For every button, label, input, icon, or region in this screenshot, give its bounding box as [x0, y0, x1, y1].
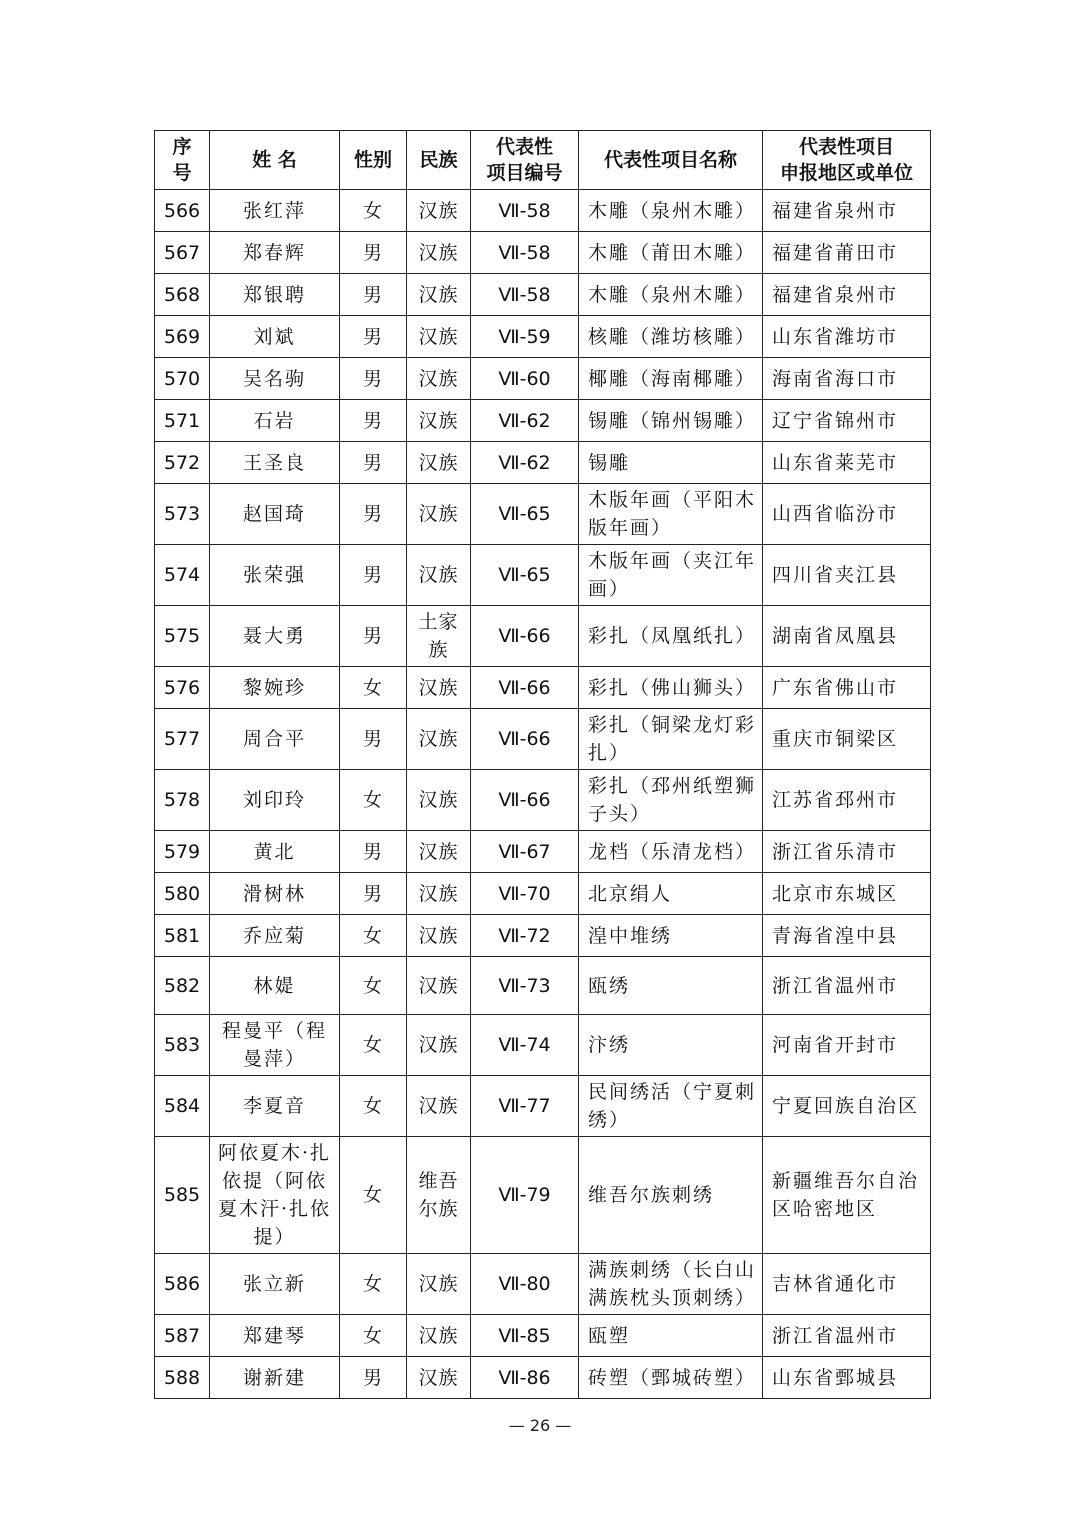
- cell-gender: 女: [340, 915, 407, 957]
- cell-gender: 女: [340, 1076, 407, 1137]
- cell-code: Ⅶ-60: [471, 358, 579, 400]
- cell-no: 570: [155, 358, 210, 400]
- cell-name: 郑银聘: [210, 274, 340, 316]
- cell-name: 谢新建: [210, 1357, 340, 1399]
- cell-project: 椰雕（海南椰雕）: [579, 358, 763, 400]
- cell-ethnicity: 汉族: [407, 873, 471, 915]
- cell-region: 山东省鄄城县: [763, 1357, 931, 1399]
- cell-no: 583: [155, 1015, 210, 1076]
- cell-project: 砖塑（鄄城砖塑）: [579, 1357, 763, 1399]
- header-no-label: 序 号: [172, 136, 192, 184]
- header-no: [155, 131, 210, 190]
- header-region: [763, 131, 931, 190]
- table-row: [155, 190, 931, 232]
- cell-project: 汴绣: [579, 1015, 763, 1076]
- cell-ethnicity: 汉族: [407, 667, 471, 709]
- cell-region: 辽宁省锦州市: [763, 400, 931, 442]
- cell-project: 锡雕: [579, 442, 763, 484]
- table-row: [155, 1015, 931, 1076]
- cell-ethnicity: 汉族: [407, 831, 471, 873]
- cell-name: 王圣良: [210, 442, 340, 484]
- cell-region: 浙江省温州市: [763, 957, 931, 1015]
- cell-ethnicity: 汉族: [407, 400, 471, 442]
- cell-code: Ⅶ-66: [471, 606, 579, 667]
- cell-project: 彩扎（佛山狮头）: [579, 667, 763, 709]
- cell-code: Ⅶ-66: [471, 709, 579, 770]
- header-ethnicity: [407, 131, 471, 190]
- cell-ethnicity: 汉族: [407, 232, 471, 274]
- cell-gender: 男: [340, 709, 407, 770]
- cell-region: 福建省泉州市: [763, 274, 931, 316]
- cell-project: 彩扎（铜梁龙灯彩扎）: [579, 709, 763, 770]
- cell-name: 周合平: [210, 709, 340, 770]
- table-row: [155, 1357, 931, 1399]
- header-code: [471, 131, 579, 190]
- cell-gender: 男: [340, 606, 407, 667]
- cell-project: 湟中堆绣: [579, 915, 763, 957]
- cell-no: 567: [155, 232, 210, 274]
- cell-project: 木雕（泉州木雕）: [579, 190, 763, 232]
- cell-no: 572: [155, 442, 210, 484]
- table-row: [155, 1137, 931, 1254]
- cell-name: 吴名驹: [210, 358, 340, 400]
- cell-project: 龙档（乐清龙档）: [579, 831, 763, 873]
- cell-code: Ⅶ-67: [471, 831, 579, 873]
- cell-ethnicity: 汉族: [407, 915, 471, 957]
- cell-no: 581: [155, 915, 210, 957]
- cell-code: Ⅶ-65: [471, 484, 579, 545]
- table-row: [155, 442, 931, 484]
- header-row: [155, 131, 931, 190]
- table-row: [155, 873, 931, 915]
- header-gender: [340, 131, 407, 190]
- cell-project: 维吾尔族刺绣: [579, 1137, 763, 1254]
- cell-gender: 男: [340, 316, 407, 358]
- cell-gender: 男: [340, 1357, 407, 1399]
- cell-region: 四川省夹江县: [763, 545, 931, 606]
- cell-project: 木雕（泉州木雕）: [579, 274, 763, 316]
- cell-ethnicity: 汉族: [407, 484, 471, 545]
- cell-code: Ⅶ-58: [471, 274, 579, 316]
- cell-ethnicity: 汉族: [407, 1076, 471, 1137]
- cell-region: 浙江省乐清市: [763, 831, 931, 873]
- table-row: [155, 232, 931, 274]
- cell-gender: 男: [340, 545, 407, 606]
- table-row: [155, 545, 931, 606]
- cell-code: Ⅶ-66: [471, 667, 579, 709]
- cell-gender: 女: [340, 1254, 407, 1315]
- cell-no: 586: [155, 1254, 210, 1315]
- cell-project: 满族刺绣（长白山满族枕头顶刺绣）: [579, 1254, 763, 1315]
- cell-project: 彩扎（邳州纸塑狮子头）: [579, 770, 763, 831]
- cell-ethnicity: 汉族: [407, 545, 471, 606]
- page-number: — 26 —: [508, 1416, 572, 1435]
- table-row: [155, 831, 931, 873]
- cell-name: 李夏音: [210, 1076, 340, 1137]
- cell-ethnicity: 汉族: [407, 442, 471, 484]
- cell-no: 571: [155, 400, 210, 442]
- table-row: [155, 358, 931, 400]
- cell-ethnicity: 汉族: [407, 1254, 471, 1315]
- cell-gender: 男: [340, 232, 407, 274]
- cell-name: 聂大勇: [210, 606, 340, 667]
- table-row: [155, 484, 931, 545]
- cell-region: 北京市东城区: [763, 873, 931, 915]
- cell-code: Ⅶ-85: [471, 1315, 579, 1357]
- cell-region: 青海省湟中县: [763, 915, 931, 957]
- cell-region: 广东省佛山市: [763, 667, 931, 709]
- header-project: [579, 131, 763, 190]
- cell-name: 赵国琦: [210, 484, 340, 545]
- cell-gender: 女: [340, 190, 407, 232]
- table-row: [155, 316, 931, 358]
- cell-code: Ⅶ-80: [471, 1254, 579, 1315]
- header-region-label: 代表性项目 申报地区或单位: [779, 136, 913, 184]
- table-row: [155, 274, 931, 316]
- cell-ethnicity: 汉族: [407, 709, 471, 770]
- cell-name: 黎婉珍: [210, 667, 340, 709]
- cell-code: Ⅶ-74: [471, 1015, 579, 1076]
- cell-name: 石岩: [210, 400, 340, 442]
- cell-no: 568: [155, 274, 210, 316]
- cell-gender: 男: [340, 484, 407, 545]
- table-body: [155, 190, 931, 1399]
- cell-region: 吉林省通化市: [763, 1254, 931, 1315]
- cell-region: 江苏省邳州市: [763, 770, 931, 831]
- cell-code: Ⅶ-62: [471, 400, 579, 442]
- cell-no: 582: [155, 957, 210, 1015]
- cell-no: 579: [155, 831, 210, 873]
- header-gender-label: 性别: [353, 149, 392, 171]
- table-row: [155, 667, 931, 709]
- cell-no: 580: [155, 873, 210, 915]
- cell-name: 张立新: [210, 1254, 340, 1315]
- cell-ethnicity: 汉族: [407, 274, 471, 316]
- cell-code: Ⅶ-59: [471, 316, 579, 358]
- cell-ethnicity: 土家族: [407, 606, 471, 667]
- table-row: [155, 400, 931, 442]
- cell-code: Ⅶ-73: [471, 957, 579, 1015]
- header-name: [210, 131, 340, 190]
- table-row: [155, 957, 931, 1015]
- cell-project: 木版年画（夹江年画）: [579, 545, 763, 606]
- cell-gender: 男: [340, 400, 407, 442]
- cell-region: 浙江省温州市: [763, 1315, 931, 1357]
- cell-code: Ⅶ-62: [471, 442, 579, 484]
- cell-no: 578: [155, 770, 210, 831]
- cell-project: 核雕（潍坊核雕）: [579, 316, 763, 358]
- cell-region: 山东省莱芜市: [763, 442, 931, 484]
- cell-name: 乔应菊: [210, 915, 340, 957]
- cell-project: 锡雕（锦州锡雕）: [579, 400, 763, 442]
- table-row: [155, 770, 931, 831]
- cell-name: 郑春辉: [210, 232, 340, 274]
- cell-name: 滑树林: [210, 873, 340, 915]
- table-row: [155, 606, 931, 667]
- cell-project: 木版年画（平阳木版年画）: [579, 484, 763, 545]
- cell-ethnicity: 汉族: [407, 358, 471, 400]
- table-row: [155, 1315, 931, 1357]
- cell-code: Ⅶ-58: [471, 190, 579, 232]
- cell-code: Ⅶ-86: [471, 1357, 579, 1399]
- cell-region: 山西省临汾市: [763, 484, 931, 545]
- header-code-label: 代表性 项目编号: [486, 136, 563, 184]
- cell-no: 577: [155, 709, 210, 770]
- cell-gender: 女: [340, 667, 407, 709]
- cell-no: 575: [155, 606, 210, 667]
- cell-gender: 男: [340, 274, 407, 316]
- cell-no: 585: [155, 1137, 210, 1254]
- cell-ethnicity: 汉族: [407, 1315, 471, 1357]
- cell-project: 瓯塑: [579, 1315, 763, 1357]
- cell-ethnicity: 汉族: [407, 1357, 471, 1399]
- cell-name: 林媞: [210, 957, 340, 1015]
- cell-gender: 女: [340, 1137, 407, 1254]
- cell-project: 瓯绣: [579, 957, 763, 1015]
- cell-region: 新疆维吾尔自治区哈密地区: [763, 1137, 931, 1254]
- cell-name: 黄北: [210, 831, 340, 873]
- table-row: [155, 915, 931, 957]
- cell-no: 576: [155, 667, 210, 709]
- cell-no: 566: [155, 190, 210, 232]
- cell-region: 山东省潍坊市: [763, 316, 931, 358]
- table-row: [155, 1254, 931, 1315]
- cell-name: 刘斌: [210, 316, 340, 358]
- table-row: [155, 1076, 931, 1137]
- cell-ethnicity: 汉族: [407, 957, 471, 1015]
- cell-gender: 女: [340, 957, 407, 1015]
- cell-name: 张红萍: [210, 190, 340, 232]
- cell-region: 宁夏回族自治区: [763, 1076, 931, 1137]
- cell-project: 彩扎（凤凰纸扎）: [579, 606, 763, 667]
- cell-code: Ⅶ-58: [471, 232, 579, 274]
- cell-name: 郑建琴: [210, 1315, 340, 1357]
- cell-no: 584: [155, 1076, 210, 1137]
- header-project-label: 代表性项目名称: [603, 149, 737, 171]
- cell-name: 张荣强: [210, 545, 340, 606]
- cell-region: 福建省泉州市: [763, 190, 931, 232]
- cell-name: 阿依夏木·扎依提（阿依夏木汗·扎依提）: [210, 1137, 340, 1254]
- cell-region: 海南省海口市: [763, 358, 931, 400]
- heritage-inheritors-table: [154, 130, 931, 1399]
- cell-ethnicity: 汉族: [407, 1015, 471, 1076]
- header-name-label: 姓 名: [252, 149, 297, 171]
- table-row: [155, 709, 931, 770]
- cell-code: Ⅶ-72: [471, 915, 579, 957]
- cell-gender: 女: [340, 770, 407, 831]
- cell-no: 588: [155, 1357, 210, 1399]
- cell-code: Ⅶ-77: [471, 1076, 579, 1137]
- cell-region: 河南省开封市: [763, 1015, 931, 1076]
- cell-gender: 男: [340, 831, 407, 873]
- cell-code: Ⅶ-70: [471, 873, 579, 915]
- cell-region: 湖南省凤凰县: [763, 606, 931, 667]
- cell-gender: 女: [340, 1315, 407, 1357]
- cell-region: 重庆市铜梁区: [763, 709, 931, 770]
- cell-no: 569: [155, 316, 210, 358]
- cell-gender: 男: [340, 442, 407, 484]
- cell-name: 刘印玲: [210, 770, 340, 831]
- cell-project: 木雕（莆田木雕）: [579, 232, 763, 274]
- cell-name: 程曼平（程曼萍）: [210, 1015, 340, 1076]
- cell-gender: 女: [340, 1015, 407, 1076]
- cell-no: 573: [155, 484, 210, 545]
- cell-project: 北京绢人: [579, 873, 763, 915]
- header-ethnicity-label: 民族: [419, 149, 458, 171]
- cell-gender: 男: [340, 873, 407, 915]
- cell-code: Ⅶ-66: [471, 770, 579, 831]
- cell-ethnicity: 汉族: [407, 770, 471, 831]
- cell-project: 民间绣活（宁夏刺绣）: [579, 1076, 763, 1137]
- cell-region: 福建省莆田市: [763, 232, 931, 274]
- cell-ethnicity: 汉族: [407, 316, 471, 358]
- cell-code: Ⅶ-65: [471, 545, 579, 606]
- cell-code: Ⅶ-79: [471, 1137, 579, 1254]
- cell-ethnicity: 汉族: [407, 190, 471, 232]
- cell-no: 574: [155, 545, 210, 606]
- cell-ethnicity: 维吾尔族: [407, 1137, 471, 1254]
- cell-gender: 男: [340, 358, 407, 400]
- cell-no: 587: [155, 1315, 210, 1357]
